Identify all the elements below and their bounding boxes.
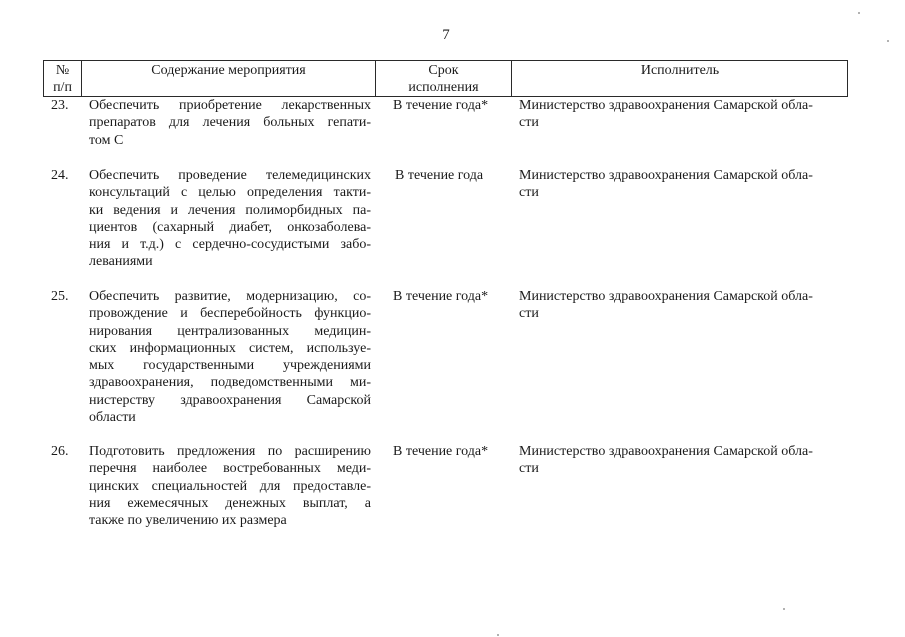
executor-line: сти [519, 115, 539, 131]
content-line: перечня наиболее востребованных меди- [89, 461, 371, 477]
table-header [43, 60, 848, 97]
scan-speck [858, 12, 860, 14]
content-line: нистерству здравоохранения Самарской [89, 392, 371, 408]
content-line: также по увеличению их размера [89, 513, 287, 529]
page-number: 7 [442, 27, 450, 43]
content-line: леваниями [89, 254, 153, 270]
content-line: провождение и бесперебойность функцио- [89, 306, 371, 322]
row-content [89, 443, 371, 529]
row-executor [519, 288, 849, 323]
header-content-label: Содержание мероприятия [151, 63, 306, 78]
header-term-line-1: Срок [428, 63, 459, 78]
row-executor [519, 443, 849, 478]
row-executor [519, 97, 849, 132]
content-line: нирования централизованных медицин- [89, 323, 371, 339]
scan-speck [783, 608, 785, 610]
executor-line: сти [519, 461, 539, 477]
row-content [89, 97, 371, 149]
header-number-cell [44, 61, 82, 96]
content-line: цинских специальностей для предоставле- [89, 478, 371, 494]
content-line: препаратов для лечения больных гепати- [89, 115, 371, 131]
header-term-line-2: исполнения [408, 80, 479, 95]
row-term: В течение года* [393, 289, 489, 304]
content-line: ки ведения и лечения полиморбидных па- [89, 202, 371, 218]
header-executor-cell [512, 61, 848, 96]
header-term-cell [376, 61, 512, 96]
content-line: консультаций с целью определения такти- [89, 185, 371, 201]
content-line: области [89, 410, 136, 426]
row-term: В течение года [395, 168, 484, 183]
content-line: ния и т.д.) с сердечно-сосудистыми забо- [89, 237, 371, 253]
content-line: здравоохранения, подведомственными ми- [89, 375, 371, 391]
content-line: мых государственными учреждениями [89, 358, 371, 374]
executor-line: Министерство здравоохранения Самарской обла- [519, 289, 813, 304]
row-number: 26. [51, 444, 69, 459]
executor-line: сти [519, 306, 539, 322]
row-number: 23. [51, 98, 69, 113]
header-number-line-1: № [55, 63, 70, 78]
header-content-cell [82, 61, 376, 96]
content-line: циентов (сахарный диабет, онкозаболева- [89, 219, 371, 235]
content-line: Обеспечить приобретение лекарственных [89, 98, 371, 113]
row-term: В течение года* [393, 444, 489, 459]
executor-line: Министерство здравоохранения Самарской обла- [519, 168, 813, 183]
scan-speck [497, 634, 499, 636]
content-line: Обеспечить проведение телемедицинских [89, 168, 371, 183]
row-number: 24. [51, 168, 69, 183]
content-line: ских информационных систем, используе- [89, 340, 371, 356]
scan-speck [887, 40, 889, 42]
row-term: В течение года* [393, 98, 489, 113]
executor-line: Министерство здравоохранения Самарской обла- [519, 444, 813, 459]
content-line: том С [89, 132, 124, 148]
header-executor-label: Исполнитель [640, 63, 720, 78]
row-executor [519, 167, 849, 202]
content-line: ния ежемесячных денежных выплат, а [89, 495, 371, 511]
content-line: Обеспечить развитие, модернизацию, со- [89, 289, 371, 304]
header-number-line-2: п/п [53, 80, 72, 95]
row-number: 25. [51, 289, 69, 304]
row-content [89, 167, 371, 271]
row-content [89, 288, 371, 426]
content-line: Подготовить предложения по расширению [89, 444, 371, 459]
executor-line: сти [519, 185, 539, 201]
executor-line: Министерство здравоохранения Самарской обла- [519, 98, 813, 113]
